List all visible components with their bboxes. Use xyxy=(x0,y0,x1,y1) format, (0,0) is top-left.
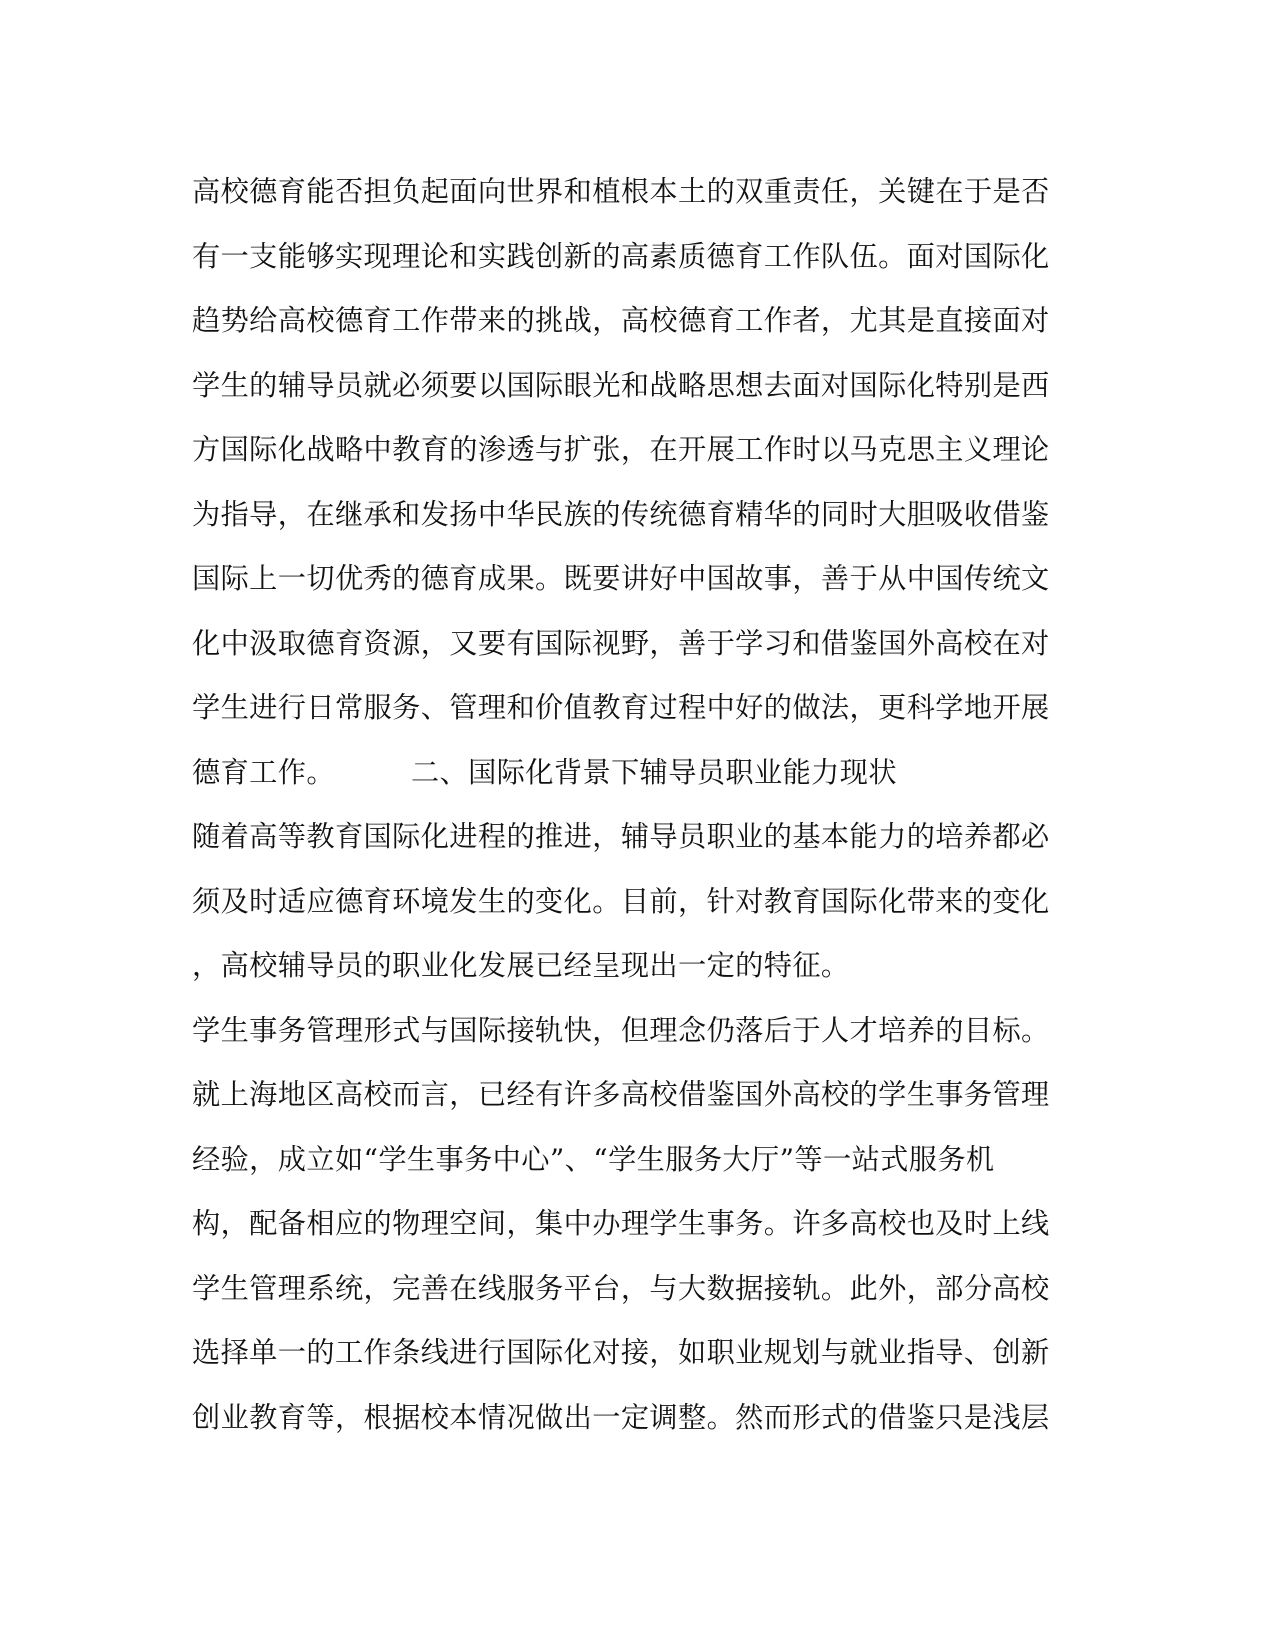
text-line: 学生事务管理形式与国际接轨快，但理念仍落后于人才培养的目标。 xyxy=(192,1013,1050,1047)
text-line: 为指导，在继承和发扬中华民族的传统德育精华的同时大胆吸收借鉴 xyxy=(192,497,1050,531)
body-text xyxy=(192,160,1072,1450)
text-line-with-heading xyxy=(192,741,1072,806)
text-line: 学生进行日常服务、管理和价值教育过程中好的做法，更科学地开展 xyxy=(192,691,1050,724)
text-line: 学生的辅导员就必须要以国际眼光和战略思想去面对国际化特别是西 xyxy=(192,368,1050,402)
text-line: ，高校辅导员的职业化发展已经呈现出一定的特征。 xyxy=(192,949,850,982)
text-line: 有一支能够实现理论和实践创新的高素质德育工作队伍。面对国际化 xyxy=(192,239,1050,273)
text-line: 国际上一切优秀的德育成果。既要讲好中国故事，善于从中国传统文 xyxy=(192,562,1050,595)
text-line: 经验，成立如“学生事务中心”、“学生服务大厅”等一站式服务机 xyxy=(192,1142,995,1176)
text-line: 学生管理系统，完善在线服务平台，与大数据接轨。此外，部分高校 xyxy=(192,1271,1050,1305)
text-line: 构，配备相应的物理空间，集中办理学生事务。许多高校也及时上线 xyxy=(192,1207,1050,1240)
text-line: 化中汲取德育资源，又要有国际视野，善于学习和借鉴国外高校在对 xyxy=(192,626,1050,660)
text-line-lead: 德育工作。 xyxy=(192,755,335,789)
section-heading: 二、国际化背景下辅导员职业能力现状 xyxy=(410,755,897,789)
text-line: 方国际化战略中教育的渗透与扩张，在开展工作时以马克思主义理论 xyxy=(192,433,1050,466)
text-line: 趋势给高校德育工作带来的挑战，高校德育工作者，尤其是直接面对 xyxy=(192,304,1050,337)
text-line: 创业教育等，根据校本情况做出一定调整。然而形式的借鉴只是浅层 xyxy=(192,1400,1050,1434)
text-line: 须及时适应德育环境发生的变化。目前，针对教育国际化带来的变化 xyxy=(192,884,1050,918)
text-line: 随着高等教育国际化进程的推进，辅导员职业的基本能力的培养都必 xyxy=(192,820,1050,853)
text-line: 选择单一的工作条线进行国际化对接，如职业规划与就业指导、创新 xyxy=(192,1336,1050,1369)
text-line: 高校德育能否担负起面向世界和植根本土的双重责任，关键在于是否 xyxy=(192,175,1050,208)
text-line: 就上海地区高校而言，已经有许多高校借鉴国外高校的学生事务管理 xyxy=(192,1078,1050,1111)
